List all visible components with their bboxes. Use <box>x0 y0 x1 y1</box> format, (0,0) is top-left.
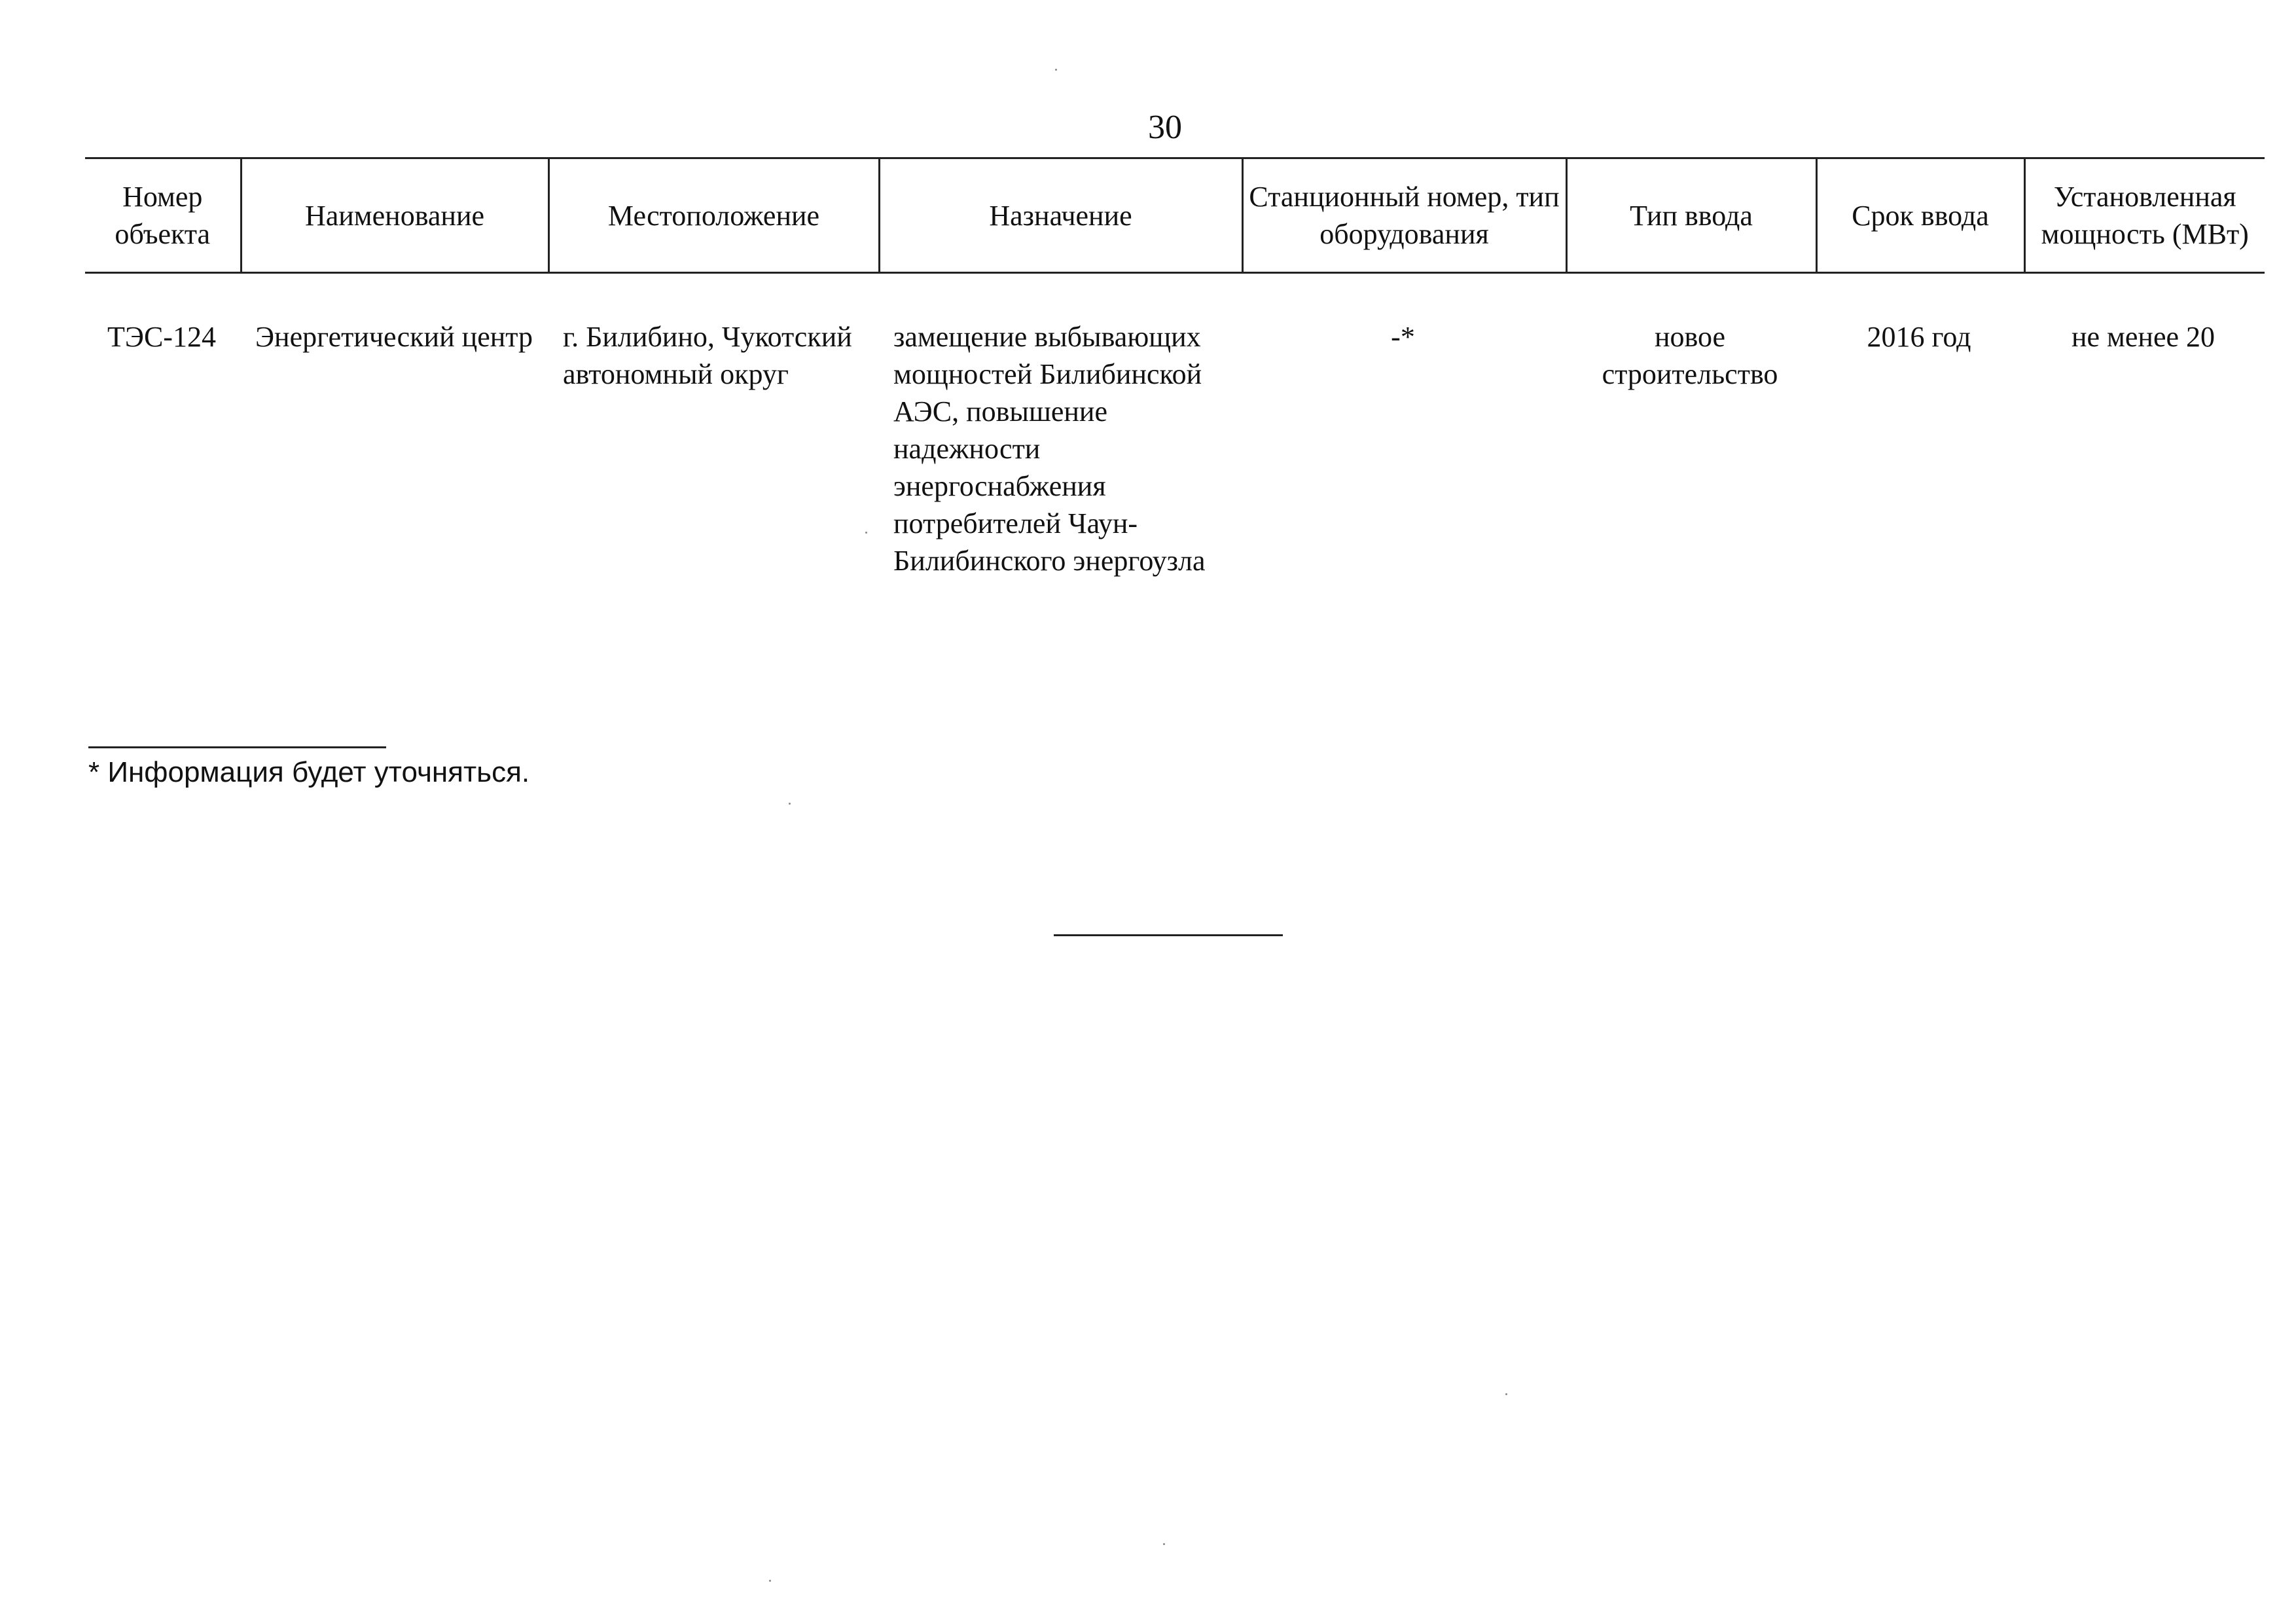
header-location: Местоположение <box>548 158 879 273</box>
header-station-number: Станционный номер, тип оборудования <box>1242 158 1566 273</box>
scan-speck <box>1505 1393 1507 1395</box>
cell-purpose: замещение выбывающих мощностей Билибинской АЭС, повышение надежности энергоснабжения потребителей Чаун-Билибинского энергоузла <box>893 321 1206 577</box>
cell-capacity: не менее 20 <box>2071 321 2215 353</box>
scan-speck <box>789 803 791 805</box>
end-of-page-rule <box>1054 934 1283 936</box>
scan-speck <box>1055 69 1057 71</box>
scan-speck <box>1163 1543 1165 1545</box>
header-object-number: Номер объекта <box>85 158 241 273</box>
header-input-type: Тип ввода <box>1566 158 1816 273</box>
cell-input-date: 2016 год <box>1867 321 1971 353</box>
header-input-date: Срок ввода <box>1816 158 2024 273</box>
cell-object-number: ТЭС-124 <box>107 321 216 353</box>
footnote: * Информация будет уточняться. <box>88 756 530 788</box>
scan-speck <box>865 532 867 534</box>
header-capacity: Установленная мощность (МВт) <box>2024 158 2265 273</box>
cell-name: Энергетический центр <box>255 321 533 353</box>
page-number: 30 <box>1148 109 1182 146</box>
header-name: Наименование <box>241 158 548 273</box>
cell-input-type: новое строительство <box>1602 321 1778 390</box>
table-row <box>85 273 2265 581</box>
footnote-divider <box>88 746 386 748</box>
cell-location: г. Билибино, Чукотский автономный округ <box>563 321 852 390</box>
table-header-row <box>85 158 2265 273</box>
power-plant-table <box>85 157 2265 580</box>
scan-speck <box>769 1580 771 1582</box>
header-purpose: Назначение <box>879 158 1242 273</box>
cell-station-number: -* <box>1391 321 1415 353</box>
